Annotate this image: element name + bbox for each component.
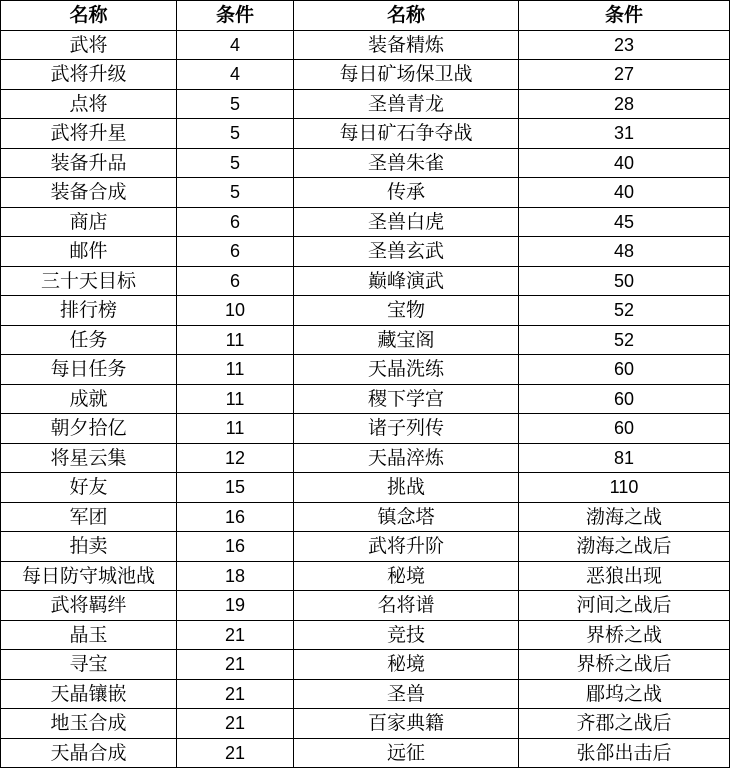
table-row bbox=[1, 650, 730, 680]
table-row bbox=[1, 738, 730, 768]
feature-name-cell: 武将羁绊 bbox=[1, 591, 177, 621]
feature-condition-cell: 界桥之战 bbox=[519, 620, 730, 650]
feature-condition-cell: 60 bbox=[519, 355, 730, 385]
feature-name-cell: 装备合成 bbox=[1, 178, 177, 208]
table-row bbox=[1, 384, 730, 414]
feature-condition-cell: 河间之战后 bbox=[519, 591, 730, 621]
feature-name-cell: 圣兽白虎 bbox=[294, 207, 519, 237]
feature-condition-cell: 31 bbox=[519, 119, 730, 149]
feature-name-cell: 寻宝 bbox=[1, 650, 177, 680]
table-row bbox=[1, 325, 730, 355]
feature-name-cell: 任务 bbox=[1, 325, 177, 355]
feature-name-cell: 军团 bbox=[1, 502, 177, 532]
feature-condition-cell: 23 bbox=[519, 30, 730, 60]
feature-condition-cell: 52 bbox=[519, 296, 730, 326]
feature-condition-cell: 6 bbox=[177, 266, 294, 296]
feature-name-cell: 装备精炼 bbox=[294, 30, 519, 60]
feature-name-cell: 武将 bbox=[1, 30, 177, 60]
feature-condition-cell: 45 bbox=[519, 207, 730, 237]
feature-name-cell: 装备升品 bbox=[1, 148, 177, 178]
feature-name-cell: 天晶淬炼 bbox=[294, 443, 519, 473]
header-name-2: 名称 bbox=[294, 1, 519, 31]
feature-condition-cell: 11 bbox=[177, 325, 294, 355]
feature-name-cell: 排行榜 bbox=[1, 296, 177, 326]
feature-name-cell: 每日矿场保卫战 bbox=[294, 60, 519, 90]
feature-name-cell: 晶玉 bbox=[1, 620, 177, 650]
feature-condition-cell: 40 bbox=[519, 178, 730, 208]
feature-condition-cell: 6 bbox=[177, 207, 294, 237]
table-row bbox=[1, 561, 730, 591]
feature-condition-cell: 50 bbox=[519, 266, 730, 296]
feature-name-cell: 圣兽朱雀 bbox=[294, 148, 519, 178]
feature-condition-cell: 渤海之战后 bbox=[519, 532, 730, 562]
table-row bbox=[1, 591, 730, 621]
feature-name-cell: 朝夕拾亿 bbox=[1, 414, 177, 444]
feature-name-cell: 稷下学宫 bbox=[294, 384, 519, 414]
feature-name-cell: 好友 bbox=[1, 473, 177, 503]
table-row bbox=[1, 532, 730, 562]
feature-condition-cell: 界桥之战后 bbox=[519, 650, 730, 680]
feature-condition-cell: 21 bbox=[177, 679, 294, 709]
table-row bbox=[1, 709, 730, 739]
feature-name-cell: 百家典籍 bbox=[294, 709, 519, 739]
feature-condition-cell: 5 bbox=[177, 119, 294, 149]
feature-condition-cell: 60 bbox=[519, 414, 730, 444]
table-row bbox=[1, 620, 730, 650]
feature-name-cell: 秘境 bbox=[294, 561, 519, 591]
feature-condition-cell: 郿坞之战 bbox=[519, 679, 730, 709]
feature-condition-cell: 5 bbox=[177, 89, 294, 119]
table-row bbox=[1, 30, 730, 60]
feature-name-cell: 每日矿石争夺战 bbox=[294, 119, 519, 149]
feature-name-cell: 远征 bbox=[294, 738, 519, 768]
feature-name-cell: 巅峰演武 bbox=[294, 266, 519, 296]
table-row bbox=[1, 679, 730, 709]
feature-condition-cell: 16 bbox=[177, 532, 294, 562]
feature-name-cell: 宝物 bbox=[294, 296, 519, 326]
feature-condition-cell: 81 bbox=[519, 443, 730, 473]
feature-name-cell: 天晶洗练 bbox=[294, 355, 519, 385]
feature-name-cell: 点将 bbox=[1, 89, 177, 119]
feature-condition-cell: 6 bbox=[177, 237, 294, 267]
table-row bbox=[1, 443, 730, 473]
feature-name-cell: 武将升星 bbox=[1, 119, 177, 149]
feature-name-cell: 名将谱 bbox=[294, 591, 519, 621]
feature-name-cell: 三十天目标 bbox=[1, 266, 177, 296]
table-row bbox=[1, 148, 730, 178]
feature-condition-cell: 21 bbox=[177, 709, 294, 739]
feature-condition-cell: 18 bbox=[177, 561, 294, 591]
feature-condition-cell: 张郃出击后 bbox=[519, 738, 730, 768]
feature-name-cell: 每日防守城池战 bbox=[1, 561, 177, 591]
header-condition-2: 条件 bbox=[519, 1, 730, 31]
feature-name-cell: 天晶合成 bbox=[1, 738, 177, 768]
feature-name-cell: 镇念塔 bbox=[294, 502, 519, 532]
table-row bbox=[1, 473, 730, 503]
feature-condition-cell: 11 bbox=[177, 384, 294, 414]
feature-name-cell: 天晶镶嵌 bbox=[1, 679, 177, 709]
header-condition-1: 条件 bbox=[177, 1, 294, 31]
feature-condition-cell: 11 bbox=[177, 414, 294, 444]
feature-condition-cell: 48 bbox=[519, 237, 730, 267]
feature-name-cell: 圣兽玄武 bbox=[294, 237, 519, 267]
feature-condition-cell: 21 bbox=[177, 620, 294, 650]
feature-condition-cell: 27 bbox=[519, 60, 730, 90]
feature-name-cell: 诸子列传 bbox=[294, 414, 519, 444]
feature-condition-cell: 10 bbox=[177, 296, 294, 326]
table-body bbox=[1, 30, 730, 768]
feature-condition-cell: 齐郡之战后 bbox=[519, 709, 730, 739]
feature-name-cell: 竞技 bbox=[294, 620, 519, 650]
feature-condition-cell: 11 bbox=[177, 355, 294, 385]
feature-condition-cell: 16 bbox=[177, 502, 294, 532]
header-row bbox=[1, 1, 730, 31]
feature-condition-cell: 110 bbox=[519, 473, 730, 503]
feature-condition-cell: 5 bbox=[177, 178, 294, 208]
table-row bbox=[1, 89, 730, 119]
feature-name-cell: 武将升级 bbox=[1, 60, 177, 90]
header-name-1: 名称 bbox=[1, 1, 177, 31]
table-row bbox=[1, 502, 730, 532]
feature-condition-cell: 19 bbox=[177, 591, 294, 621]
table-row bbox=[1, 266, 730, 296]
feature-condition-cell: 12 bbox=[177, 443, 294, 473]
table-row bbox=[1, 60, 730, 90]
feature-condition-cell: 渤海之战 bbox=[519, 502, 730, 532]
feature-name-cell: 圣兽青龙 bbox=[294, 89, 519, 119]
table-row bbox=[1, 414, 730, 444]
feature-condition-cell: 恶狼出现 bbox=[519, 561, 730, 591]
feature-name-cell: 传承 bbox=[294, 178, 519, 208]
table-row bbox=[1, 237, 730, 267]
feature-name-cell: 拍卖 bbox=[1, 532, 177, 562]
feature-name-cell: 武将升阶 bbox=[294, 532, 519, 562]
feature-condition-cell: 4 bbox=[177, 30, 294, 60]
feature-condition-cell: 21 bbox=[177, 738, 294, 768]
feature-condition-cell: 40 bbox=[519, 148, 730, 178]
feature-name-cell: 将星云集 bbox=[1, 443, 177, 473]
table-row bbox=[1, 355, 730, 385]
feature-name-cell: 成就 bbox=[1, 384, 177, 414]
feature-name-cell: 秘境 bbox=[294, 650, 519, 680]
feature-condition-cell: 28 bbox=[519, 89, 730, 119]
table-row bbox=[1, 296, 730, 326]
feature-condition-cell: 60 bbox=[519, 384, 730, 414]
feature-name-cell: 每日任务 bbox=[1, 355, 177, 385]
table-row bbox=[1, 119, 730, 149]
feature-name-cell: 圣兽 bbox=[294, 679, 519, 709]
feature-condition-cell: 52 bbox=[519, 325, 730, 355]
feature-name-cell: 邮件 bbox=[1, 237, 177, 267]
feature-name-cell: 地玉合成 bbox=[1, 709, 177, 739]
feature-name-cell: 商店 bbox=[1, 207, 177, 237]
feature-name-cell: 藏宝阁 bbox=[294, 325, 519, 355]
feature-condition-cell: 15 bbox=[177, 473, 294, 503]
feature-name-cell: 挑战 bbox=[294, 473, 519, 503]
table-row bbox=[1, 178, 730, 208]
feature-condition-cell: 4 bbox=[177, 60, 294, 90]
table-row bbox=[1, 207, 730, 237]
feature-condition-cell: 21 bbox=[177, 650, 294, 680]
feature-condition-cell: 5 bbox=[177, 148, 294, 178]
